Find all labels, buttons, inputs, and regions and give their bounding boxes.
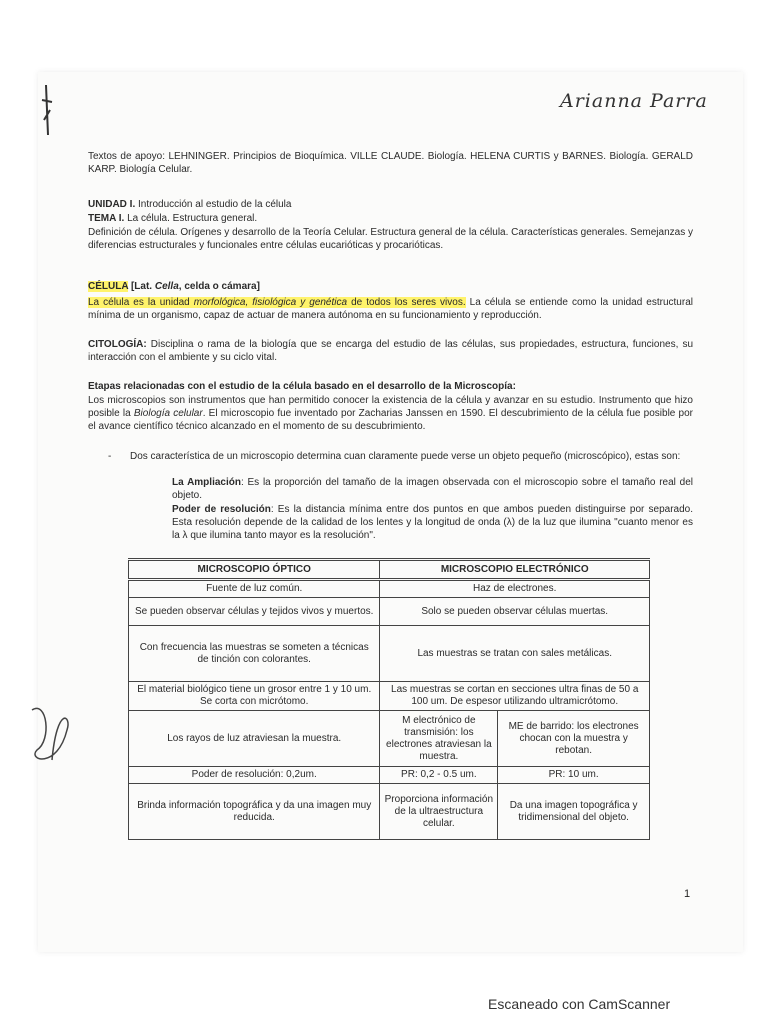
table-row bbox=[129, 626, 650, 682]
resolution-definition: Poder de resolución: Es la distancia mínima entre dos puntos en que ambos pueden distinguirse por separado. Esta resolución depende de la calidad de los lentes y la longitud de onda (λ) de la luz que ilumina "cuanto menor es la λ que ilumina tanto mayor es la resolución". bbox=[172, 504, 693, 541]
table-row bbox=[129, 767, 650, 784]
table-cell-electronic: Haz de electrones. bbox=[380, 580, 650, 598]
bullet-mark: - bbox=[108, 451, 112, 462]
table-cell-scanning: PR: 10 um. bbox=[498, 767, 650, 784]
cytology-label: CITOLOGÍA: bbox=[88, 339, 147, 350]
microscopy-heading: Etapas relacionadas con el estudio de la célula basado en el desarrollo de la Microscopía: bbox=[88, 381, 516, 392]
cell-definition: La célula es la unidad morfológica, fisiológica y genética de todos los seres vivos. La célula se entiende como la unidad estructural mínima de un organismo, capaz de actuar de manera autónoma en su funcionamiento y reproducción. bbox=[88, 297, 693, 321]
margin-scribble-top bbox=[28, 80, 68, 140]
page-number: 1 bbox=[684, 888, 691, 900]
table-cell-transmission: M electrónico de transmisión: los electrones atraviesan la muestra. bbox=[380, 711, 498, 767]
table-row bbox=[129, 784, 650, 840]
margin-scribble-signature bbox=[22, 690, 82, 780]
table-row bbox=[129, 682, 650, 711]
unit-heading bbox=[88, 198, 693, 211]
topic-label: TEMA I. bbox=[88, 213, 125, 224]
table-header-row bbox=[129, 560, 650, 580]
topic-heading bbox=[88, 212, 693, 225]
microscopy-paragraph: Los microscopios son instrumentos que han permitido conocer la existencia de la célula y avanzar en su estudio. Instrumento que hizo posible la Biología celular. El microscopio fue inventado por Zacharias Janssen en 1590. El descubrimiento de la célula fue posible por el avance científico técnico alcanzado en el momento de su descubrimiento. bbox=[88, 395, 694, 432]
table-cell-electronic: Las muestras se cortan en secciones ultra finas de 50 a 100 um. De espesor utilizando ultramicrótomo. bbox=[380, 682, 650, 711]
topic-title: La célula. Estructura general. bbox=[124, 213, 258, 224]
table-cell-optical: Los rayos de luz atraviesan la muestra. bbox=[129, 711, 380, 767]
unit-title: Introducción al estudio de la célula bbox=[135, 199, 292, 210]
handwritten-name: Arianna Parra bbox=[560, 90, 708, 112]
cell-heading: CÉLULA [Lat. Cella, celda o cámara] bbox=[88, 281, 260, 292]
bullet-text: Dos característica de un microscopio determina cuan claramente puede verse un objeto pequeño (microscópico), estas son: bbox=[130, 451, 681, 462]
microscope-comparison-table bbox=[128, 558, 650, 840]
scanner-watermark: Escaneado con CamScanner bbox=[488, 996, 671, 1012]
amplification-definition: La Ampliación: Es la proporción del tamaño de la imagen observada con el microscopio sobre el tamaño real del objeto. bbox=[172, 477, 693, 501]
table-header-electronic: MICROSCOPIO ELECTRÓNICO bbox=[380, 560, 650, 580]
table-cell-optical: El material biológico tiene un grosor entre 1 y 10 um. Se corta con micrótomo. bbox=[129, 682, 380, 711]
table-row bbox=[129, 580, 650, 598]
table-header-optical: MICROSCOPIO ÓPTICO bbox=[129, 560, 380, 580]
table-cell-transmission: PR: 0,2 - 0.5 um. bbox=[380, 767, 498, 784]
table-cell-electronic: Las muestras se tratan con sales metálicas. bbox=[380, 626, 650, 682]
resolution-label: Poder de resolución bbox=[172, 504, 271, 515]
table-cell-scanning: Da una imagen topográfica y tridimensional del objeto. bbox=[498, 784, 650, 840]
table-cell-transmission: Proporciona información de la ultraestructura celular. bbox=[380, 784, 498, 840]
table-row bbox=[129, 598, 650, 626]
support-texts: Textos de apoyo: LEHNINGER. Principios de Bioquímica. VILLE CLAUDE. Biología. HELENA CURTIS y BARNES. Biología. GERALD KARP. Biología Celular. bbox=[88, 151, 693, 175]
table-cell-optical: Poder de resolución: 0,2um. bbox=[129, 767, 380, 784]
table-cell-optical: Se pueden observar células y tejidos vivos y muertos. bbox=[129, 598, 380, 626]
unit-label: UNIDAD I. bbox=[88, 199, 136, 210]
table-cell-optical: Fuente de luz común. bbox=[129, 580, 380, 598]
cell-heading-term: CÉLULA bbox=[88, 281, 129, 292]
unit-description: Definición de célula. Orígenes y desarrollo de la Teoría Celular. Estructura general de la célula. Características generales. Semejanzas y diferencias estructurales y funcionales entre células eucarióticas y procarióticas. bbox=[88, 227, 693, 251]
amplification-label: La Ampliación bbox=[172, 477, 241, 488]
table-cell-optical: Con frecuencia las muestras se someten a técnicas de tinción con colorantes. bbox=[129, 626, 380, 682]
table-row bbox=[129, 711, 650, 767]
table-cell-optical: Brinda información topográfica y da una imagen muy reducida. bbox=[129, 784, 380, 840]
cytology-definition: CITOLOGÍA: Disciplina o rama de la biología que se encarga del estudio de las células, sus propiedades, estructura, funciones, su interacción con el ambiente y su ciclo vital. bbox=[88, 339, 693, 363]
table-cell-scanning: ME de barrido: los electrones chocan con la muestra y rebotan. bbox=[498, 711, 650, 767]
table-cell-electronic: Solo se pueden observar células muertas. bbox=[380, 598, 650, 626]
